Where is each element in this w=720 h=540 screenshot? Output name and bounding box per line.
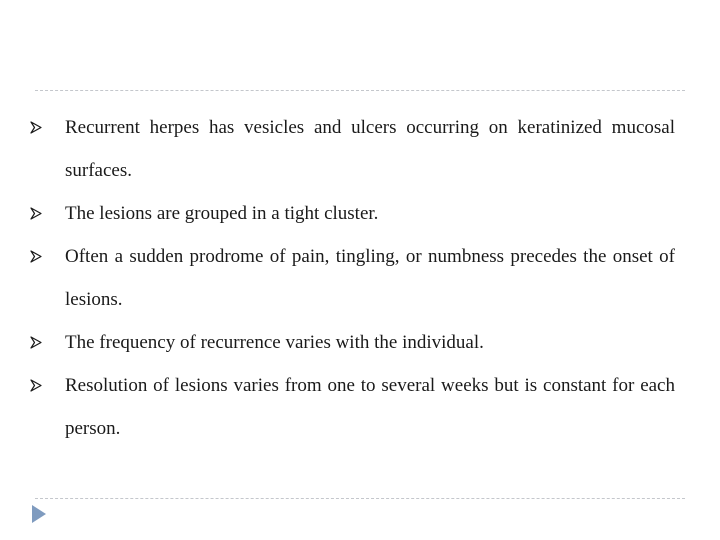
bullet-item — [30, 192, 675, 235]
bullet-item — [30, 106, 675, 192]
next-slide-arrow-icon[interactable] — [31, 504, 47, 524]
arrowhead-bullet-icon — [30, 192, 44, 235]
arrowhead-bullet-icon — [30, 364, 44, 407]
top-divider — [35, 90, 685, 91]
bullet-text: Recurrent herpes has vesicles and ulcers occurring on keratinized mucosal surfaces. — [65, 117, 675, 181]
bullet-list — [30, 106, 675, 450]
bottom-divider — [35, 498, 685, 499]
bullet-item — [30, 364, 675, 450]
arrowhead-bullet-icon — [30, 321, 44, 364]
bullet-item — [30, 321, 675, 364]
arrowhead-bullet-icon — [30, 106, 44, 149]
arrowhead-bullet-icon — [30, 235, 44, 278]
bullet-text: The lesions are grouped in a tight cluster. — [65, 203, 379, 224]
bullet-item — [30, 235, 675, 321]
bullet-text: Often a sudden prodrome of pain, tingling, or numbness precedes the onset of lesions. — [65, 246, 675, 310]
bullet-text: Resolution of lesions varies from one to several weeks but is constant for each person. — [65, 375, 675, 439]
bullet-text: The frequency of recurrence varies with the individual. — [65, 332, 484, 353]
